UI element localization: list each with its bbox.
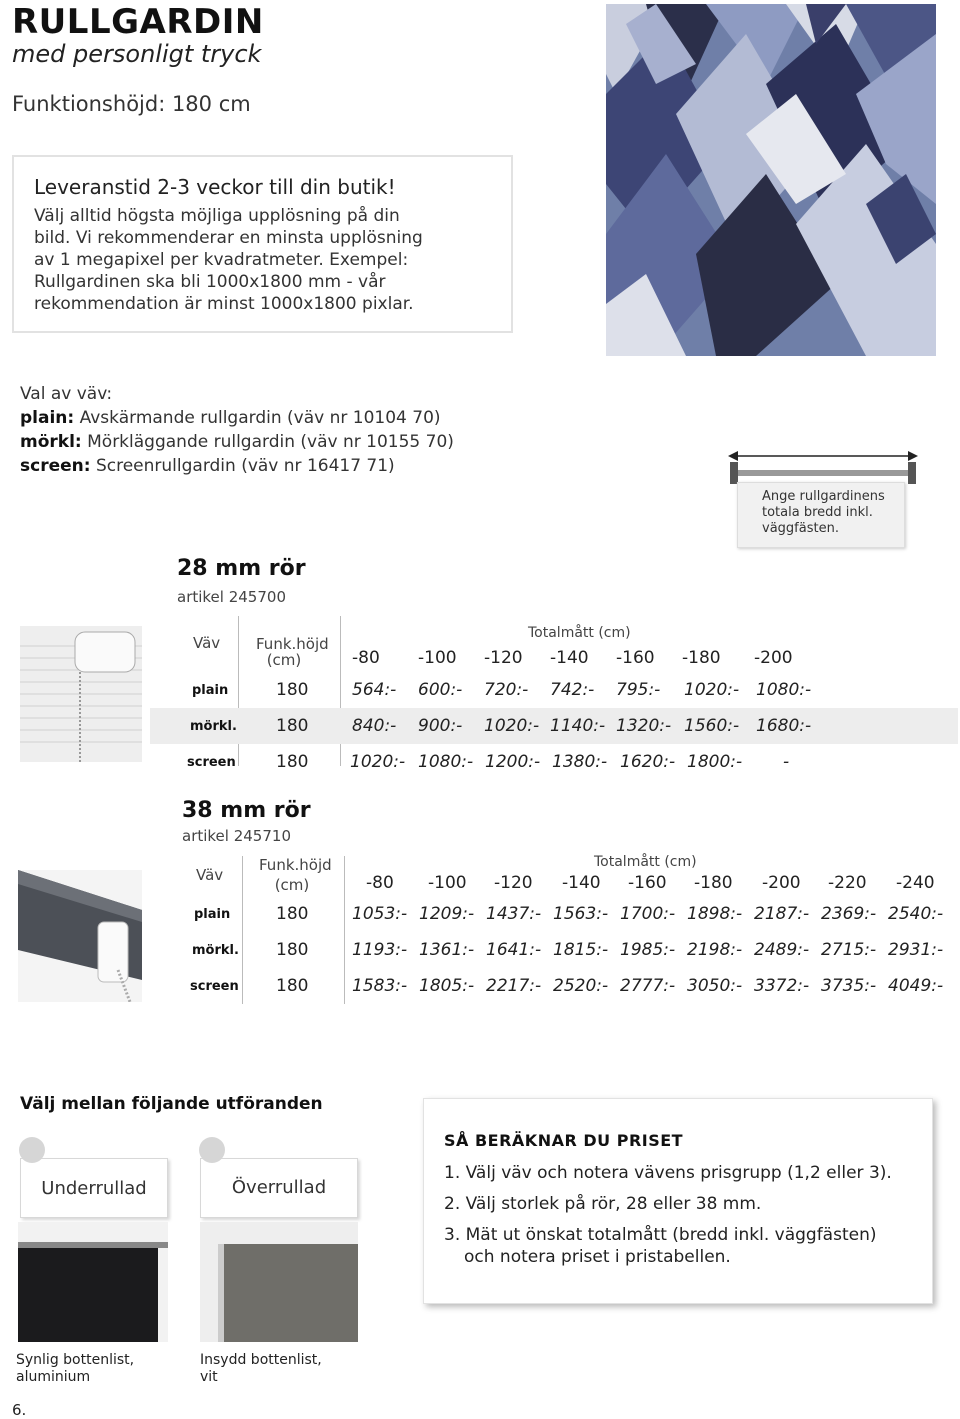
advice-line: rekommendation är minst 1000x1800 pixlar.	[34, 294, 414, 314]
option-dot-icon	[19, 1137, 45, 1163]
overrullad-caption	[200, 1352, 322, 1386]
price-cell: 1080:-	[756, 680, 812, 700]
width-col: -100	[428, 873, 467, 893]
price-cell: 2187:-	[754, 904, 810, 924]
width-col: -180	[682, 648, 721, 668]
price-cell: 1380:-	[552, 752, 608, 772]
fabric-option-morkl	[20, 430, 454, 454]
width-col: -220	[828, 873, 867, 893]
price-cell: 2777:-	[620, 976, 676, 996]
option-label: Överrullad	[231, 1177, 327, 1198]
advice-line: bild. Vi rekommenderar en minsta upplösning	[34, 228, 423, 248]
price-cell: 1700:-	[620, 904, 676, 924]
calc-heading: SÅ BERÄKNAR DU PRISET	[444, 1131, 684, 1150]
fabric-desc: Mörkläggande rullgardin (väv nr 10155 70)	[87, 432, 454, 452]
row-prices	[352, 904, 950, 924]
tube28-row-morkl	[150, 708, 958, 744]
width-col: -140	[550, 648, 589, 668]
option-underrullad-button[interactable]	[20, 1158, 168, 1218]
width-col: -120	[494, 873, 533, 893]
price-cell: 3050:-	[687, 976, 743, 996]
tube28-article: artikel 245700	[177, 588, 286, 606]
price-cell: 1898:-	[687, 904, 743, 924]
price-cell: 1020:-	[684, 680, 740, 700]
row-fabric: plain	[194, 907, 231, 922]
calc-step: 3. Mät ut önskat totalmått (bredd inkl. väggfästen)	[444, 1225, 877, 1245]
tube38-vav-header: Väv	[196, 866, 224, 884]
calc-step: 1. Välj väv och notera vävens prisgrupp (1,2 eller 3).	[444, 1163, 892, 1183]
price-cell: 1583:-	[352, 976, 408, 996]
price-cell: 2520:-	[553, 976, 609, 996]
price-cell: 1680:-	[756, 716, 812, 736]
page-number: 6.	[12, 1401, 27, 1419]
advice-line: Välj alltid högsta möjliga upplösning på din	[34, 206, 400, 226]
page-title: RULLGARDIN	[12, 2, 264, 42]
row-fabric: mörkl.	[192, 943, 239, 958]
funk-label: Funk.höjd	[259, 856, 332, 874]
tube38-widths	[366, 873, 956, 893]
hint-line: totala bredd inkl.	[762, 505, 873, 520]
tube28-widths	[352, 648, 952, 668]
tube38-total-header: Totalmått (cm)	[594, 854, 697, 870]
price-cell: 2198:-	[687, 940, 743, 960]
row-fabric: plain	[192, 683, 229, 698]
price-cell: 720:-	[484, 680, 529, 700]
price-cell: 564:-	[352, 680, 397, 700]
width-col: -180	[694, 873, 733, 893]
tube28-row-screen	[150, 744, 958, 780]
delivery-time: Leveranstid 2-3 veckor till din butik!	[34, 175, 396, 199]
row-fabric: screen	[190, 979, 239, 994]
tube28-vav-header: Väv	[193, 634, 221, 652]
options-heading: Välj mellan följande utföranden	[20, 1094, 323, 1114]
row-prices	[352, 976, 950, 996]
caption-line: aluminium	[16, 1369, 91, 1385]
underrullad-image	[18, 1222, 168, 1342]
calc-step: och notera priset i pristabellen.	[464, 1247, 731, 1267]
overrullad-image	[200, 1222, 358, 1342]
width-col: -120	[484, 648, 523, 668]
caption-line: vit	[200, 1369, 218, 1385]
price-cell: 1320:-	[616, 716, 672, 736]
width-col: -240	[896, 873, 935, 893]
row-prices	[352, 716, 822, 736]
delivery-info-box	[12, 155, 513, 333]
row-fabric: screen	[187, 755, 236, 770]
price-cell: 1437:-	[486, 904, 542, 924]
hint-line: Ange rullgardinens	[762, 489, 885, 504]
price-cell: 1560:-	[684, 716, 740, 736]
price-cell: 1361:-	[419, 940, 475, 960]
advice-line: Rullgardinen ska bli 1000x1800 mm - vår	[34, 272, 386, 292]
patterned-blind-image	[606, 4, 936, 356]
tube38-heading: 38 mm rör	[182, 798, 311, 823]
width-col: -80	[352, 648, 380, 668]
price-cell: 1020:-	[484, 716, 540, 736]
width-col: -200	[762, 873, 801, 893]
option-overrullad-button[interactable]	[200, 1158, 358, 1218]
price-cell: 2931:-	[888, 940, 944, 960]
price-cell: 2540:-	[888, 904, 944, 924]
width-col: -160	[616, 648, 655, 668]
tube28-image	[20, 626, 142, 762]
resolution-advice	[34, 205, 491, 315]
price-cell: 600:-	[418, 680, 463, 700]
price-cell: 1563:-	[553, 904, 609, 924]
price-cell: 2715:-	[821, 940, 877, 960]
price-cell: 1193:-	[352, 940, 408, 960]
page-subtitle: med personligt tryck	[12, 40, 262, 68]
price-cell: 1080:-	[418, 752, 474, 772]
row-funk: 180	[276, 680, 309, 700]
price-cell: 2369:-	[821, 904, 877, 924]
fabric-desc: Screenrullgardin (väv nr 16417 71)	[95, 456, 395, 476]
price-cell: -	[783, 752, 790, 772]
price-cell: 3372:-	[754, 976, 810, 996]
tube38-image	[18, 870, 142, 1002]
tube38-row-morkl	[150, 932, 958, 968]
fabric-heading: Val av väv:	[20, 384, 113, 404]
tube38-funk-header	[259, 856, 332, 894]
width-arrow-icon	[728, 446, 918, 486]
price-cell: 2489:-	[754, 940, 810, 960]
width-col: -160	[628, 873, 667, 893]
option-label: Underrullad	[41, 1178, 147, 1199]
caption-line: Synlig bottenlist,	[16, 1352, 135, 1368]
width-col: -140	[562, 873, 601, 893]
tube38-article: artikel 245710	[182, 827, 291, 845]
caption-line: Insydd bottenlist,	[200, 1352, 322, 1368]
fabric-option-plain	[20, 406, 454, 430]
row-funk: 180	[276, 752, 309, 772]
tube28-heading: 28 mm rör	[177, 556, 306, 581]
width-col: -100	[418, 648, 457, 668]
tube28-total-header: Totalmått (cm)	[528, 625, 631, 641]
price-cell: 1209:-	[419, 904, 475, 924]
price-cell: 1620:-	[620, 752, 676, 772]
width-col: -200	[754, 648, 793, 668]
row-fabric: mörkl.	[190, 719, 237, 734]
function-height: Funktionshöjd: 180 cm	[12, 92, 251, 116]
fabric-key: plain:	[20, 408, 75, 428]
row-prices	[350, 752, 813, 772]
fabric-key: mörkl:	[20, 432, 82, 452]
tube28-funk-header	[256, 635, 329, 669]
price-cell: 3735:-	[821, 976, 877, 996]
price-cell: 1985:-	[620, 940, 676, 960]
funk-unit: (cm)	[266, 651, 302, 669]
calc-step: 2. Välj storlek på rör, 28 eller 38 mm.	[444, 1194, 762, 1214]
funk-unit: (cm)	[274, 876, 310, 894]
row-funk: 180	[276, 976, 309, 996]
funk-label: Funk.höjd	[256, 635, 329, 653]
price-cell: 742:-	[550, 680, 595, 700]
underrullad-caption	[16, 1352, 134, 1386]
tube28-row-plain	[150, 672, 958, 708]
tube38-row-screen	[150, 968, 958, 1004]
row-prices	[352, 680, 822, 700]
price-cell: 1140:-	[550, 716, 606, 736]
price-cell: 1020:-	[350, 752, 406, 772]
price-cell: 2217:-	[486, 976, 542, 996]
row-funk: 180	[276, 904, 309, 924]
fabric-desc: Avskärmande rullgardin (väv nr 10104 70)	[79, 408, 441, 428]
price-cell: 4049:-	[888, 976, 944, 996]
row-funk: 180	[276, 716, 309, 736]
price-cell: 840:-	[352, 716, 397, 736]
price-calculation-box	[423, 1098, 933, 1304]
advice-line: av 1 megapixel per kvadratmeter. Exempel:	[34, 250, 409, 270]
price-cell: 1053:-	[352, 904, 408, 924]
fabric-choice	[20, 382, 454, 478]
hint-line: väggfästen.	[762, 521, 839, 536]
tube38-row-plain	[150, 896, 958, 932]
price-cell: 1200:-	[485, 752, 541, 772]
fabric-key: screen:	[20, 456, 91, 476]
price-cell: 1815:-	[553, 940, 609, 960]
price-cell: 1805:-	[419, 976, 475, 996]
width-hint	[737, 482, 905, 548]
price-cell: 1800:-	[687, 752, 743, 772]
price-cell: 900:-	[418, 716, 463, 736]
row-prices	[352, 940, 950, 960]
fabric-option-screen	[20, 454, 454, 478]
price-cell: 795:-	[616, 680, 661, 700]
price-cell: 1641:-	[486, 940, 542, 960]
row-funk: 180	[276, 940, 309, 960]
width-col: -80	[366, 873, 394, 893]
option-dot-icon	[199, 1137, 225, 1163]
